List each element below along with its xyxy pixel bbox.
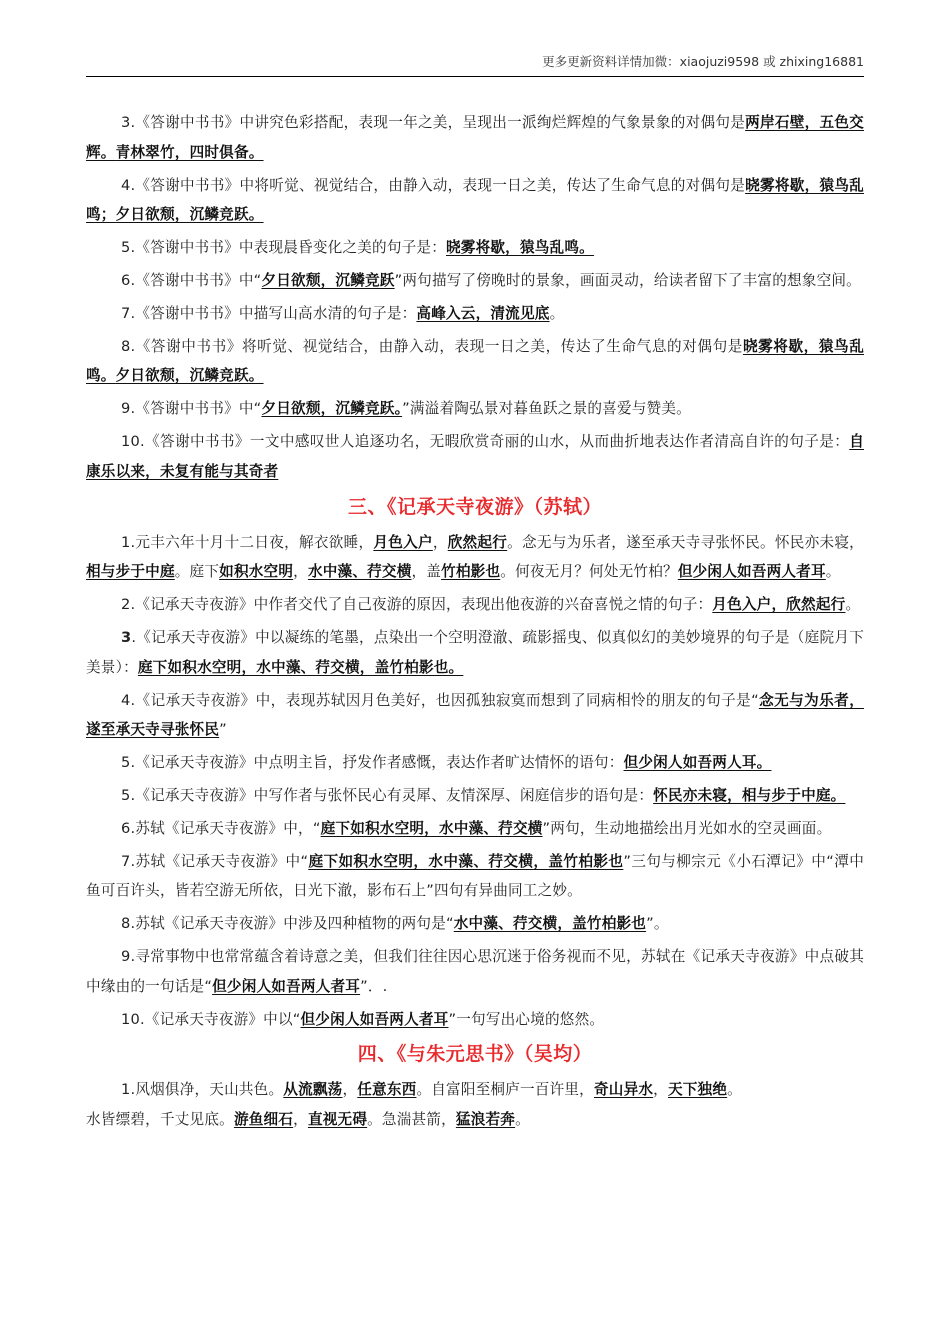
item-text: 《答谢中书书》中“ — [135, 271, 262, 289]
answer-text: 高峰入云，清流见底 — [416, 304, 550, 322]
answer-text: 念无与为乐者，遂至承天寺寻张怀民 — [86, 691, 864, 739]
item-text: 。念无与为乐者，遂至承天寺寻张怀民。怀民亦未寝， — [507, 533, 864, 551]
item-text: ”满溢着陶弘景对暮鱼跃之景的喜爱与赞美。 — [402, 400, 691, 418]
item-number: 1. — [121, 533, 136, 551]
item-text: ”两句，生动地描绘出月光如水的空灵画面。 — [542, 819, 832, 837]
list-item — [86, 623, 864, 683]
answer-text: 欣然起行 — [447, 533, 508, 551]
answer-text: 水中藻、荇交横 — [307, 563, 412, 581]
answer-text: 月色入户 — [373, 533, 433, 551]
item-text: 《记承天寺夜游》中，表现苏轼因月色美好，也因孤独寂寞而想到了同病相怜的朋友的句子是“ — [135, 691, 759, 709]
answer-text: 月色入户，欣然起行 — [712, 596, 846, 614]
item-number: 5. — [121, 754, 136, 772]
item-number: 5. — [121, 239, 136, 257]
answer-text: 晓雾将歇，猿鸟乱鸣。 — [86, 337, 864, 385]
item-text: 。自富阳至桐庐一百许里， — [416, 1081, 594, 1099]
item-text: 《记承天寺夜游》中写作者与张怀民心有灵犀、友情深厚、闲庭信步的语句是： — [135, 786, 654, 804]
list-item — [86, 266, 864, 296]
answer-text: 但少闲人如吾两人耳。 — [623, 754, 772, 772]
item-text: ，盖 — [411, 563, 442, 581]
item-text: 。 — [727, 1081, 742, 1099]
item-text: 元丰六年十月十二日夜，解衣欲睡， — [135, 533, 374, 551]
item-number: 5. — [121, 786, 136, 804]
list-item — [86, 1075, 864, 1105]
item-text: 《答谢中书书》中“ — [135, 400, 262, 418]
answer-text: 直视无碍 — [307, 1111, 368, 1129]
list-item — [86, 814, 864, 844]
item-number: 6. — [121, 819, 136, 837]
item-text: 《答谢中书书》一文中感叹世人追逐功名，无暇欣赏奇丽的山水，从而曲折地表达作者清高自许的句子是： — [144, 432, 850, 450]
answer-text: 青林翠竹，四时俱备。 — [115, 143, 264, 161]
answer-text: 夕日欲颓，沉鳞竞跃 — [261, 271, 395, 289]
item-text: 。 — [515, 1111, 530, 1129]
list-item — [86, 108, 864, 168]
item-text: 水皆缥碧，千丈见底。 — [86, 1111, 234, 1129]
item-text: 苏轼《记承天寺夜游》中，“ — [135, 819, 321, 837]
item-number: 7. — [121, 852, 136, 870]
item-text: .《记承天寺夜游》中以凝练的笔墨，点染出一个空明澄澈、疏影摇曳、似真似幻的美妙境界的句子是（庭院月下美景）： — [86, 628, 864, 676]
answer-text: 夕日欲颓，沉鳞竞跃。 — [115, 206, 264, 224]
item-text: 《答谢中书书》中讲究色彩搭配，表现一年之美，呈现出一派绚烂辉煌的气象景象的对偶句是 — [135, 114, 746, 131]
answer-text: 晓雾将歇，猿鸟乱鸣。 — [446, 239, 594, 257]
item-text: ”．. — [360, 977, 388, 995]
item-text: 。庭下 — [174, 563, 220, 581]
item-text: 《答谢中书书》中描写山高水清的句子是： — [135, 304, 417, 322]
item-text: 。何夜无月？何处无竹柏？ — [500, 563, 678, 581]
list-item — [86, 1105, 864, 1135]
answer-text: 但少闲人如吾两人者耳 — [677, 563, 826, 581]
item-number: 7. — [121, 304, 136, 322]
answer-text: 相与步于中庭 — [86, 563, 175, 581]
item-number: 10. — [121, 432, 145, 450]
item-text: ， — [293, 1111, 308, 1129]
answer-text: 晓雾将歇，猿鸟乱鸣； — [86, 176, 864, 224]
answer-text: 水中藻、荇交横，盖竹柏影也 — [453, 915, 647, 933]
item-number: 2. — [121, 596, 136, 614]
item-text: ”一句写出心境的悠然。 — [448, 1010, 605, 1028]
section-title: 三、《记承天寺夜游》（苏轼） — [347, 495, 602, 518]
list-item — [86, 528, 864, 588]
item-text: 。 — [845, 596, 861, 614]
item-text: ”三句与柳宗元《小石潭记》中“潭中鱼可百许头，皆若空游无所依，日光下澈，影布石上”四句有异曲同工之妙。 — [86, 852, 865, 900]
item-text: ” — [219, 721, 227, 739]
item-text: ， — [342, 1081, 358, 1099]
item-number: 9. — [121, 947, 136, 965]
item-text: 。急湍甚箭， — [367, 1111, 456, 1129]
answer-text: 任意东西 — [357, 1081, 417, 1099]
answer-text: 但少闲人如吾两人者耳 — [212, 977, 361, 995]
item-text: 《记承天寺夜游》中以“ — [144, 1010, 301, 1028]
item-number: 3 — [121, 628, 132, 646]
list-item — [86, 332, 864, 392]
answer-text: 但少闲人如吾两人者耳 — [300, 1010, 449, 1028]
item-text: 。 — [825, 563, 841, 581]
answer-text: 庭下如积水空明，水中藻、荇交横，盖竹柏影也。 — [137, 658, 464, 676]
answer-text: 庭下如积水空明，水中藻、荇交横，盖竹柏影也 — [308, 852, 624, 870]
item-text: 《答谢中书书》中将听觉、视觉结合，由静入动，表现一日之美，传达了生命气息的对偶句是 — [135, 176, 746, 194]
item-text: 。 — [549, 304, 565, 322]
answer-text: 如积水空明 — [219, 563, 294, 581]
answer-text: 游鱼细石 — [233, 1111, 294, 1129]
answer-text: 怀民亦未寝，相与步于中庭。 — [653, 786, 846, 804]
answer-text: 自康乐以来，未复有能与其奇者 — [86, 432, 864, 480]
list-item — [86, 748, 864, 778]
item-text: ， — [293, 563, 308, 581]
document-body — [86, 108, 864, 1138]
item-number: 1. — [121, 1081, 136, 1099]
item-text: 风烟俱净，天山共色。 — [135, 1081, 284, 1099]
list-item — [86, 299, 864, 329]
item-text: 《答谢中书书》将听觉、视觉结合，由静入动，表现一日之美，传达了生命气息的对偶句是 — [135, 337, 743, 355]
list-item — [86, 909, 864, 939]
answer-text: 夕日欲颓，沉鳞竞跃。 — [261, 400, 403, 418]
list-item — [86, 847, 864, 907]
item-text: 《记承天寺夜游》中作者交代了自己夜游的原因，表现出他夜游的兴奋喜悦之情的句子： — [135, 596, 713, 614]
answer-text: 天下独绝 — [667, 1081, 728, 1099]
item-text: 《记承天寺夜游》中点明主旨，抒发作者感慨，表达作者旷达情怀的语句： — [135, 754, 624, 772]
item-number: 9. — [121, 400, 136, 418]
page-header: 更多更新资料详情加微：xiaojuzi9598 或 zhixing16881 — [86, 52, 864, 77]
list-item — [86, 394, 864, 424]
list-item — [86, 686, 864, 746]
item-text: 《答谢中书书》中表现晨昏变化之美的句子是： — [135, 239, 446, 257]
item-number: 3. — [121, 114, 136, 131]
list-item — [86, 590, 864, 620]
answer-text: 奇山异水 — [593, 1081, 654, 1099]
item-text: ”两句描写了傍晚时的景象，画面灵动，给读者留下了丰富的想象空间。 — [394, 271, 861, 289]
list-item — [86, 942, 864, 1002]
answer-text: 竹柏影也 — [441, 563, 501, 581]
item-text: 苏轼《记承天寺夜游》中涉及四种植物的两句是“ — [135, 915, 454, 933]
item-number: 4. — [121, 691, 136, 709]
item-number: 10. — [121, 1010, 145, 1028]
list-item — [86, 233, 864, 263]
answer-text: 两岸石壁，五色交辉。 — [86, 114, 864, 161]
section-title: 四、《与朱元思书》（吴均） — [357, 1043, 593, 1066]
list-item — [86, 1005, 864, 1035]
item-number: 8. — [121, 337, 136, 355]
list-item — [86, 781, 864, 811]
item-text: ”。 — [646, 915, 669, 933]
item-text: ， — [432, 533, 448, 551]
item-number: 8. — [121, 915, 136, 933]
answer-text: 猛浪若奔 — [455, 1111, 516, 1129]
answer-text: 夕日欲颓，沉鳞竞跃。 — [115, 367, 264, 385]
item-text: 寻常事物中也常常蕴含着诗意之美，但我们往往因心思沉迷于俗务视而不见，苏轼在《记承天寺夜游》中点破其中缘由的一句话是“ — [86, 947, 864, 995]
item-text: 苏轼《记承天寺夜游》中“ — [135, 852, 309, 870]
item-number: 6. — [121, 271, 136, 289]
list-item — [86, 171, 864, 231]
answer-text: 庭下如积水空明，水中藻、荇交横 — [320, 819, 543, 837]
item-number: 4. — [121, 176, 136, 194]
list-item — [86, 427, 864, 487]
item-text: ， — [653, 1081, 668, 1099]
answer-text: 从流飘荡 — [283, 1081, 343, 1099]
